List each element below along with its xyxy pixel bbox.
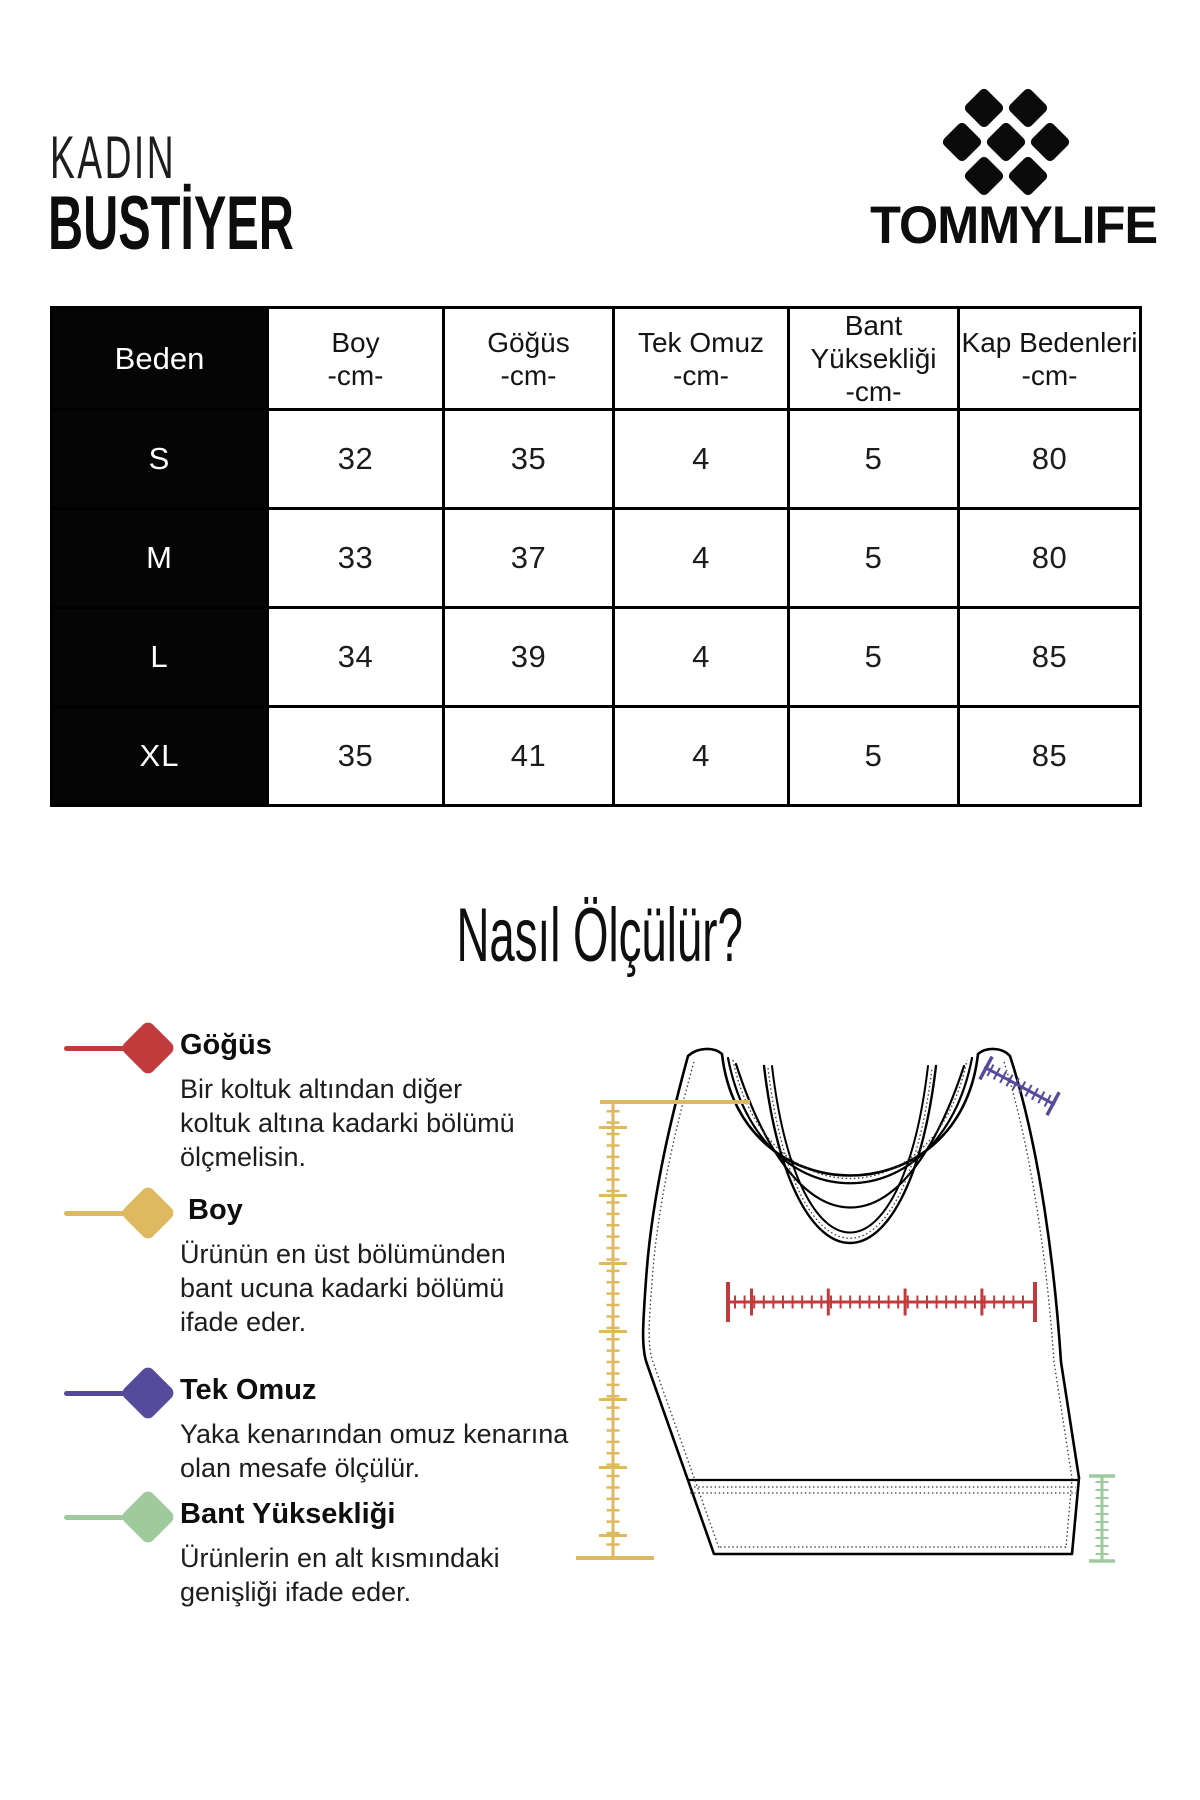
table-row-xl bbox=[52, 707, 1141, 806]
brand-diamond-logo-icon bbox=[938, 86, 1074, 198]
size-value: 32 bbox=[268, 410, 444, 509]
column-header-gogus: Göğüs -cm- bbox=[444, 308, 614, 410]
legend-diamond-icon bbox=[120, 1365, 177, 1422]
size-table bbox=[50, 306, 1142, 807]
legend-diamond-icon bbox=[120, 1489, 177, 1546]
size-value: 37 bbox=[444, 509, 614, 608]
brand-name: TOMMYLIFE bbox=[869, 196, 1157, 255]
column-header-tek-omuz: Tek Omuz -cm- bbox=[614, 308, 789, 410]
legend-title: Boy bbox=[188, 1194, 243, 1226]
size-label: M bbox=[52, 509, 268, 608]
size-value: 33 bbox=[268, 509, 444, 608]
column-header-bant-yuksekligi: Bant Yüksekliği -cm- bbox=[789, 308, 959, 410]
table-row-l bbox=[52, 608, 1141, 707]
category-label: KADIN bbox=[50, 124, 177, 191]
legend-title: Tek Omuz bbox=[180, 1374, 317, 1406]
legend-diamond-icon bbox=[120, 1020, 177, 1077]
size-value: 4 bbox=[614, 509, 789, 608]
size-value: 5 bbox=[789, 608, 959, 707]
band-measure-ruler bbox=[1089, 1476, 1115, 1561]
size-value: 85 bbox=[959, 707, 1141, 806]
column-header-boy: Boy -cm- bbox=[268, 308, 444, 410]
legend-description: Yaka kenarından omuz kenarına olan mesafe ölçülür. bbox=[180, 1419, 569, 1483]
size-value: 35 bbox=[444, 410, 614, 509]
size-value: 80 bbox=[959, 509, 1141, 608]
size-value: 41 bbox=[444, 707, 614, 806]
column-header-kap-bedenleri: Kap Bedenleri -cm- bbox=[959, 308, 1141, 410]
size-value: 5 bbox=[789, 707, 959, 806]
size-label: XL bbox=[52, 707, 268, 806]
size-value: 34 bbox=[268, 608, 444, 707]
column-header-beden: Beden bbox=[52, 308, 268, 410]
size-value: 80 bbox=[959, 410, 1141, 509]
how-to-measure-title: Nasıl Ölçülür? bbox=[456, 893, 744, 978]
legend-title: Bant Yüksekliği bbox=[180, 1498, 396, 1530]
size-value: 39 bbox=[444, 608, 614, 707]
legend-description: Bir koltuk altından diğer koltuk altına kadarki bölümü ölçmelisin. bbox=[180, 1074, 515, 1172]
size-value: 5 bbox=[789, 410, 959, 509]
legend-description: Ürünlerin en alt kısmındaki genişliği ifade eder. bbox=[180, 1543, 500, 1607]
size-value: 35 bbox=[268, 707, 444, 806]
size-label: L bbox=[52, 608, 268, 707]
product-title: BUSTİYER bbox=[48, 181, 294, 266]
table-row-s bbox=[52, 410, 1141, 509]
legend-description: Ürünün en üst bölümünden bant ucuna kadarki bölümü ifade eder. bbox=[180, 1239, 506, 1337]
size-value: 4 bbox=[614, 410, 789, 509]
size-value: 4 bbox=[614, 608, 789, 707]
legend-diamond-icon bbox=[120, 1185, 177, 1242]
bra-illustration bbox=[540, 1030, 1160, 1575]
size-value: 4 bbox=[614, 707, 789, 806]
legend-title: Göğüs bbox=[180, 1029, 272, 1061]
size-value: 5 bbox=[789, 509, 959, 608]
size-value: 85 bbox=[959, 608, 1141, 707]
table-header-row bbox=[52, 308, 1141, 410]
size-label: S bbox=[52, 410, 268, 509]
table-row-m bbox=[52, 509, 1141, 608]
